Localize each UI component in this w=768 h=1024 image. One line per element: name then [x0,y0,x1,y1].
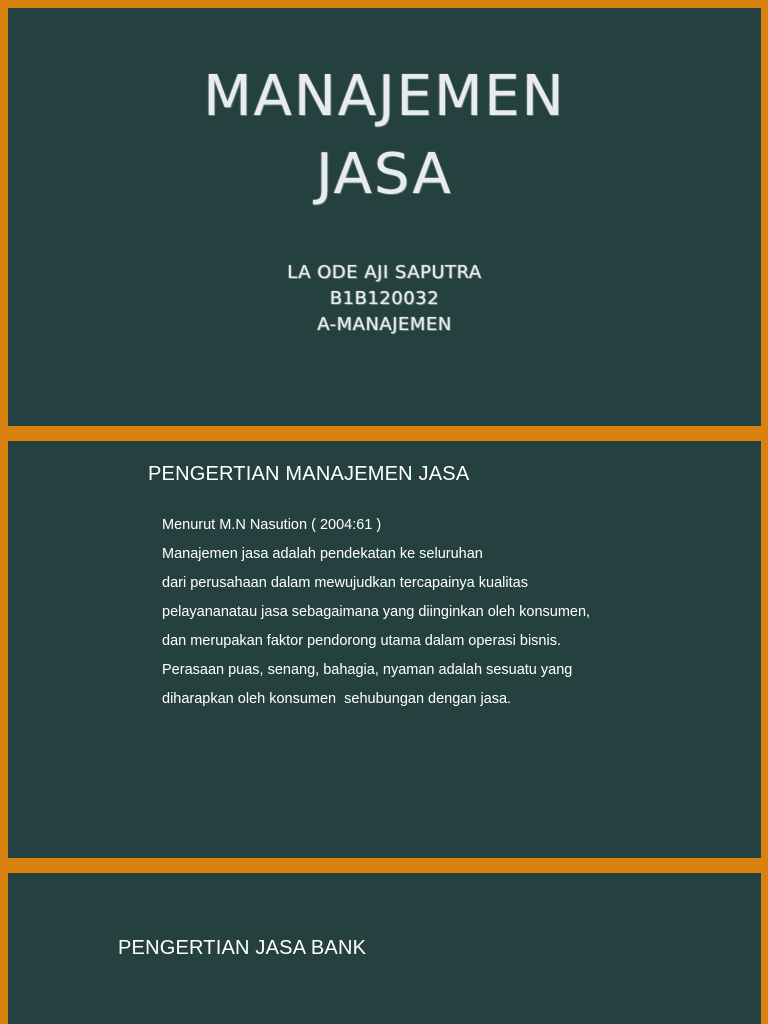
slide-body-text [162,511,590,714]
title-line: MANAJEMEN [203,64,566,129]
bank-services-slide [8,873,761,1024]
title-slide [8,8,761,426]
body-line: Menurut M.N Nasution ( 2004:61 ) [162,517,382,533]
class-name: A-MANAJEMEN [317,314,452,335]
body-line: dari perusahaan dalam mewujudkan tercapainya kualitas [162,575,528,591]
body-line: Perasaan puas, senang, bahagia, nyaman adalah sesuatu yang [162,662,573,678]
slide-heading: PENGERTIAN MANAJEMEN JASA [148,463,470,485]
body-line: pelayananatau jasa sebagaimana yang diinginkan oleh konsumen, [162,604,591,620]
presentation-title [8,58,761,214]
author-block [8,260,761,338]
slide-heading: PENGERTIAN JASA BANK [118,937,367,959]
student-id: B1B120032 [329,288,440,309]
author-name: LA ODE AJI SAPUTRA [287,262,482,283]
body-line: Manajemen jasa adalah pendekatan ke seluruhan [162,546,483,562]
body-line: dan merupakan faktor pendorong utama dalam operasi bisnis. [162,633,561,649]
title-line: JASA [316,142,453,207]
body-line: diharapkan oleh konsumen sehubungan dengan jasa. [162,691,512,707]
definition-slide [8,441,761,858]
